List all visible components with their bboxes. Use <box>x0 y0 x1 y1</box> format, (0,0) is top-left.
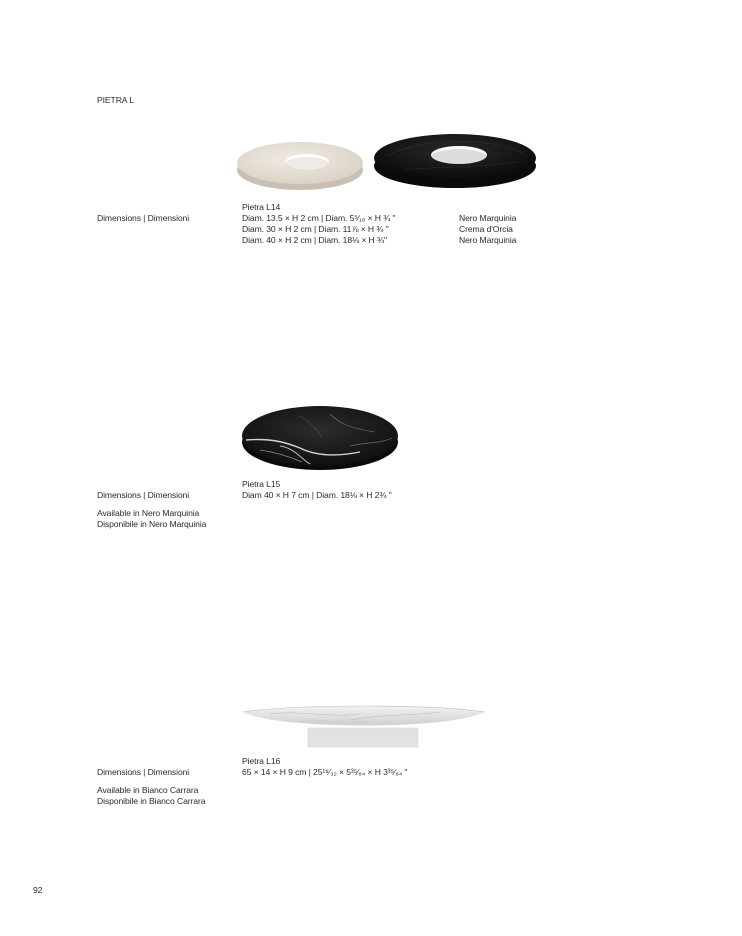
availability-line: Disponibile in Nero Marquinia <box>97 519 207 529</box>
dimensions-label: Dimensions | Dimensioni <box>97 213 190 223</box>
dimension-line: Diam. 30 × H 2 cm | Diam. 11⅞ × H ¾ " <box>242 224 389 234</box>
availability-line: Disponibile in Bianco Carrara <box>97 796 206 806</box>
dimension-line: 65 × 14 × H 9 cm | 25¹⁹⁄₃₂ × 5³⁵⁄₆₄ × H 3³⁵⁄₆₄ " <box>242 767 408 777</box>
material-line: Crema d'Orcia <box>459 224 513 234</box>
section-title: PIETRA L <box>97 95 134 105</box>
product-name: Pietra L15 <box>242 479 281 489</box>
dimension-line: Diam. 40 × H 2 cm | Diam. 18⅛ × H ¾" <box>242 235 387 245</box>
availability-line: Available in Nero Marquinia <box>97 508 200 518</box>
product-image-pietra-l16 <box>240 702 488 750</box>
product-image-pietra-l15 <box>240 402 402 474</box>
material-line: Nero Marquinia <box>459 235 517 245</box>
page-number: 92 <box>33 885 43 895</box>
product-image-pietra-l14 <box>228 118 548 198</box>
dimensions-label: Dimensions | Dimensioni <box>97 767 190 777</box>
availability-list <box>97 785 205 807</box>
product-name: Pietra L16 <box>242 756 281 766</box>
dimension-line: Diam. 13.5 × H 2 cm | Diam. 5⁵⁄₁₆ × H ¾ " <box>242 213 396 223</box>
dimensions-label: Dimensions | Dimensioni <box>97 490 190 500</box>
availability-line: Available in Bianco Carrara <box>97 785 199 795</box>
material-line: Nero Marquinia <box>459 213 517 223</box>
dimensions-list <box>242 213 395 246</box>
dimension-line: Diam 40 × H 7 cm | Diam. 18⅛ × H 2¾ " <box>242 490 392 500</box>
product-name: Pietra L14 <box>242 202 281 212</box>
availability-list <box>97 508 206 530</box>
materials-list <box>459 213 516 246</box>
